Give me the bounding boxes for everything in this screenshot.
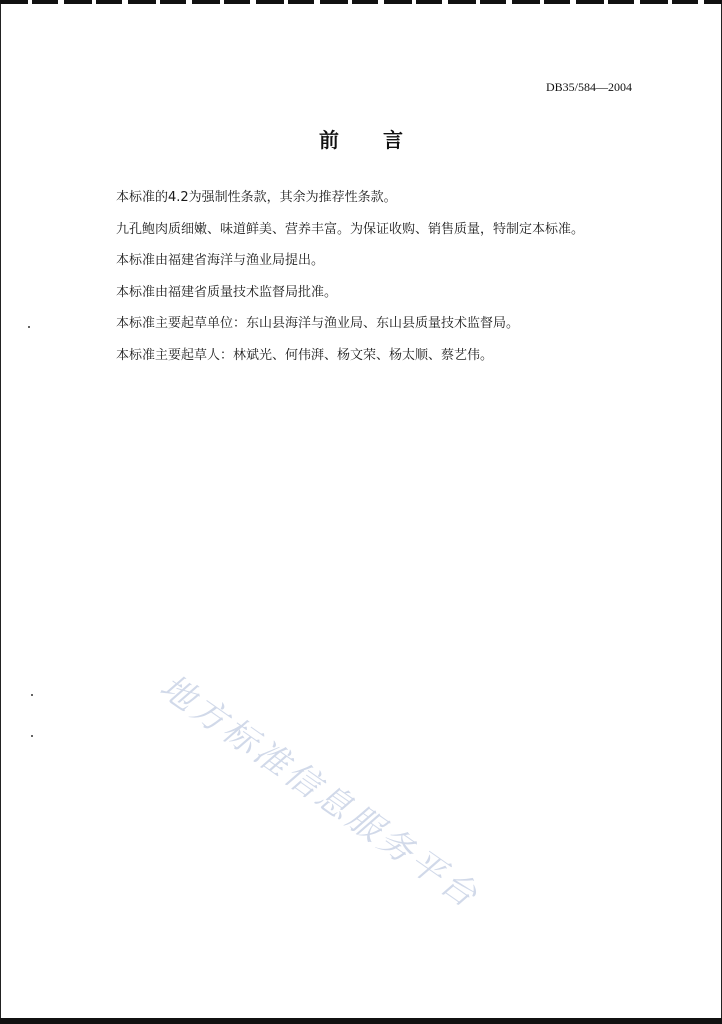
paragraph-approved-by: 本标准由福建省质量技术监督局批准。: [116, 284, 338, 300]
paragraph-proposed-by: 本标准由福建省海洋与渔业局提出。: [116, 253, 325, 268]
paragraph-purpose: 九孔鲍肉质细嫩、味道鲜美、营养丰富。为保证收购、销售质量，特制定本标准。: [116, 221, 585, 237]
watermark: 地方标准信息服务平台: [152, 666, 487, 918]
paragraph-mandatory-clause: 本标准的4.2为强制性条款，其余为推荐性条款。: [116, 190, 397, 205]
scan-speck: [31, 735, 33, 737]
scan-speck: [31, 694, 33, 696]
scan-speck: [28, 326, 30, 328]
standard-number: DB35/584—2004: [545, 80, 632, 94]
paragraph-drafting-units: 本标准主要起草单位：东山县海洋与渔业局、东山县质量技术监督局。: [116, 316, 520, 331]
paragraph-drafters: 本标准主要起草人：林斌光、何伟湃、杨文荣、杨太顺、蔡艺伟。: [116, 347, 494, 363]
page-title: 前言: [319, 128, 447, 152]
foreword-body: [116, 182, 656, 371]
scan-edge-top: [0, 0, 722, 4]
scan-edge-bottom: [0, 1018, 722, 1024]
